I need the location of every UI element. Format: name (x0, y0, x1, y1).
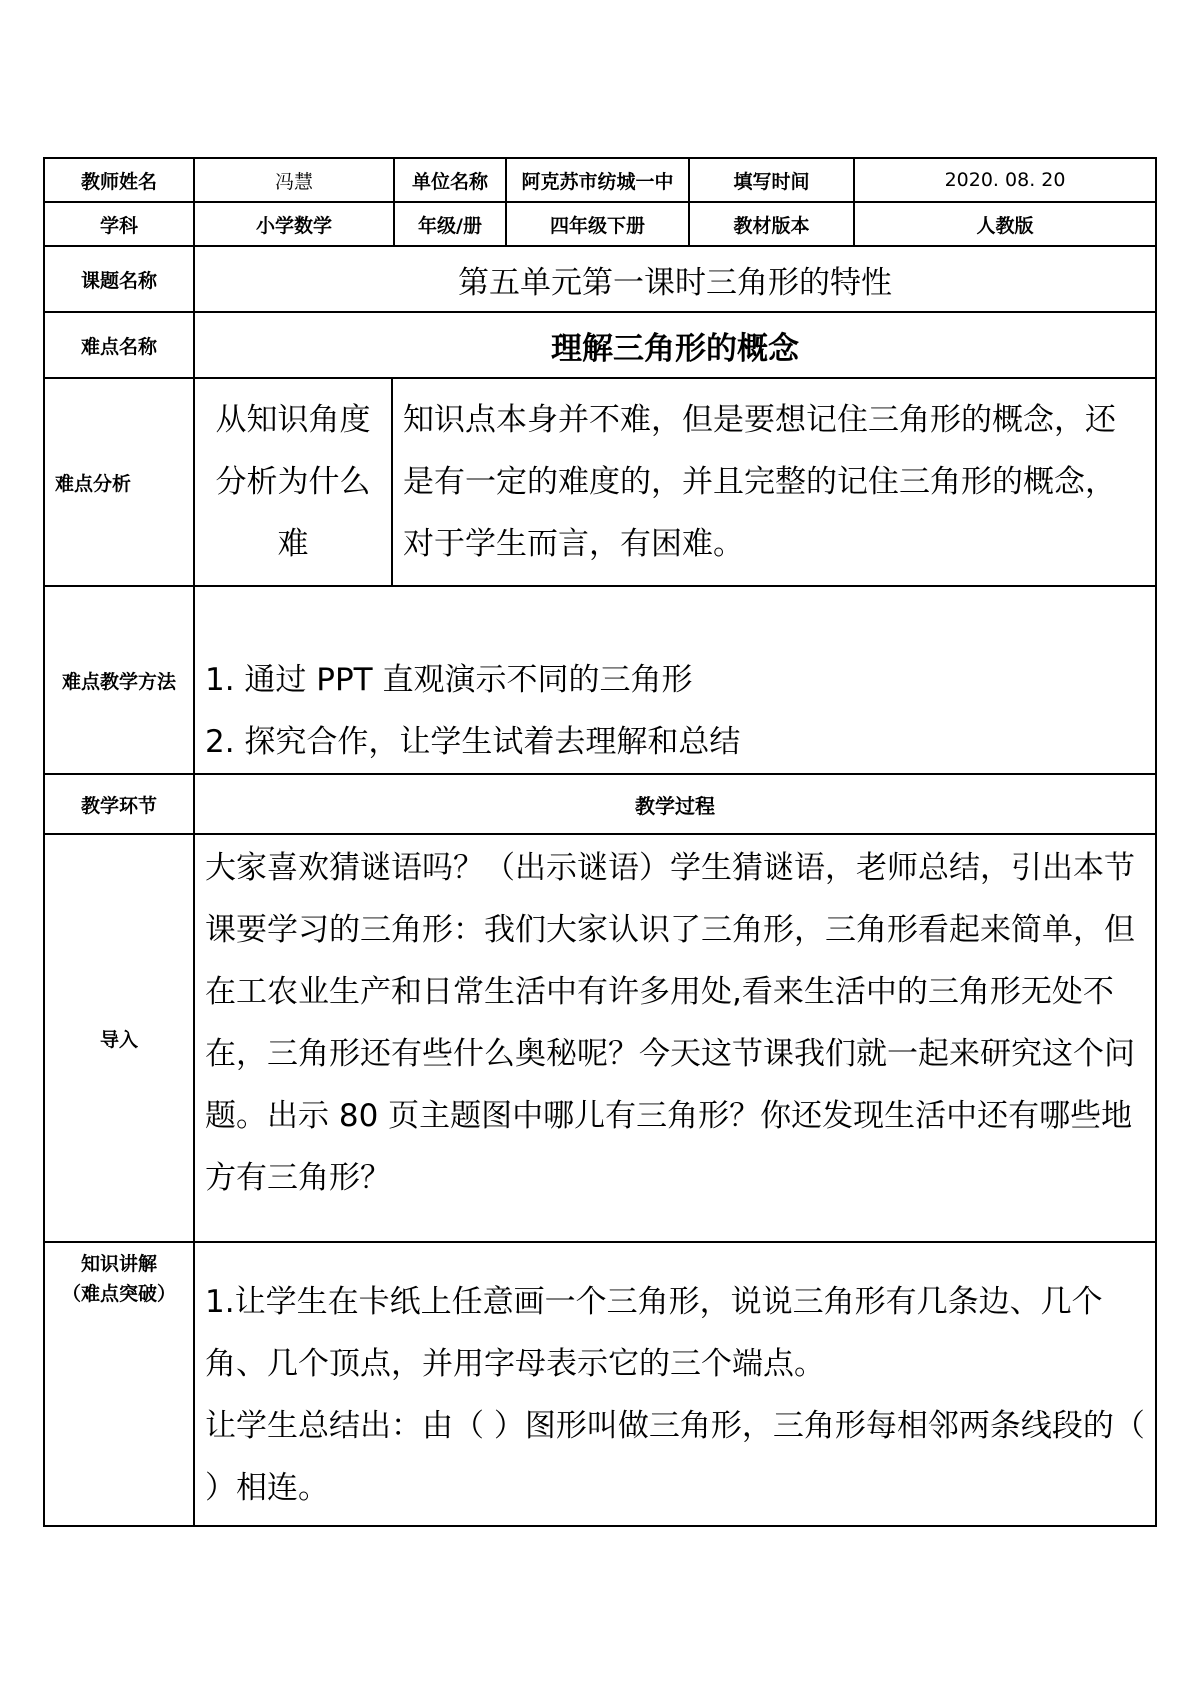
difficulty-row (44, 312, 1156, 378)
header-row-1 (44, 158, 1156, 202)
edition-value: 人教版 (854, 202, 1156, 246)
teacher-label: 教师姓名 (44, 158, 194, 202)
intro-text: 大家喜欢猜谜语吗？（出示谜语）学生猜谜语，老师总结，引出本节课要学习的三角形：我们大家认识了三角形，三角形看起来简单，但在工农业生产和日常生活中有许多用处,看来生活中的三角形无处不在，三角形还有些什么奥秘呢？今天这节课我们就一起来研究这个问题。出示 80 页主题图中哪儿有三角形？你还发现生活中还有哪些地方有三角形？ (194, 834, 1156, 1242)
knowledge-row (44, 1242, 1156, 1526)
process-header: 教学过程 (194, 774, 1156, 834)
analysis-row (44, 378, 1156, 586)
topic-label: 课题名称 (44, 246, 194, 312)
method-row (44, 586, 1156, 774)
grade-value: 四年级下册 (506, 202, 689, 246)
unit-value: 阿克苏市纺城一中 (506, 158, 689, 202)
process-header-row (44, 774, 1156, 834)
teacher-value: 冯慧 (194, 158, 394, 202)
intro-label: 导入 (44, 834, 194, 1242)
date-value: 2020. 08. 20 (854, 158, 1156, 202)
intro-row (44, 834, 1156, 1242)
stage-header: 教学环节 (44, 774, 194, 834)
difficulty-value: 理解三角形的概念 (194, 312, 1156, 378)
knowledge-label (44, 1242, 194, 1526)
method-text (194, 586, 1156, 774)
method-line-2: 2. 探究合作，让学生试着去理解和总结 (205, 724, 741, 760)
analysis-sub-label: 从知识角度分析为什么难 (194, 378, 392, 586)
knowledge-para-2: 让学生总结出：由（ ）图形叫做三角形，三角形每相邻两条线段的（ ）相连。 (205, 1408, 1145, 1506)
subject-value: 小学数学 (194, 202, 394, 246)
topic-row (44, 246, 1156, 312)
unit-label: 单位名称 (394, 158, 506, 202)
knowledge-label-line-2: （难点突破） (61, 1283, 176, 1305)
method-line-1: 1. 通过 PPT 直观演示不同的三角形 (205, 662, 693, 698)
analysis-text: 知识点本身并不难，但是要想记住三角形的概念，还是有一定的难度的，并且完整的记住三角形的概念，对于学生而言，有困难。 (392, 378, 1156, 586)
date-label: 填写时间 (689, 158, 854, 202)
header-row-2 (44, 202, 1156, 246)
grade-label: 年级/册 (394, 202, 506, 246)
difficulty-label: 难点名称 (44, 312, 194, 378)
edition-label: 教材版本 (689, 202, 854, 246)
lesson-plan-table (43, 157, 1157, 1527)
method-label: 难点教学方法 (44, 586, 194, 774)
topic-value: 第五单元第一课时三角形的特性 (194, 246, 1156, 312)
analysis-label: 难点分析 (44, 378, 194, 586)
knowledge-text (194, 1242, 1156, 1526)
knowledge-para-1: 1.让学生在卡纸上任意画一个三角形，说说三角形有几条边、几个角、几个顶点，并用字母表示它的三个端点。 (205, 1284, 1103, 1382)
subject-label: 学科 (44, 202, 194, 246)
knowledge-label-line-1: 知识讲解 (80, 1253, 157, 1275)
